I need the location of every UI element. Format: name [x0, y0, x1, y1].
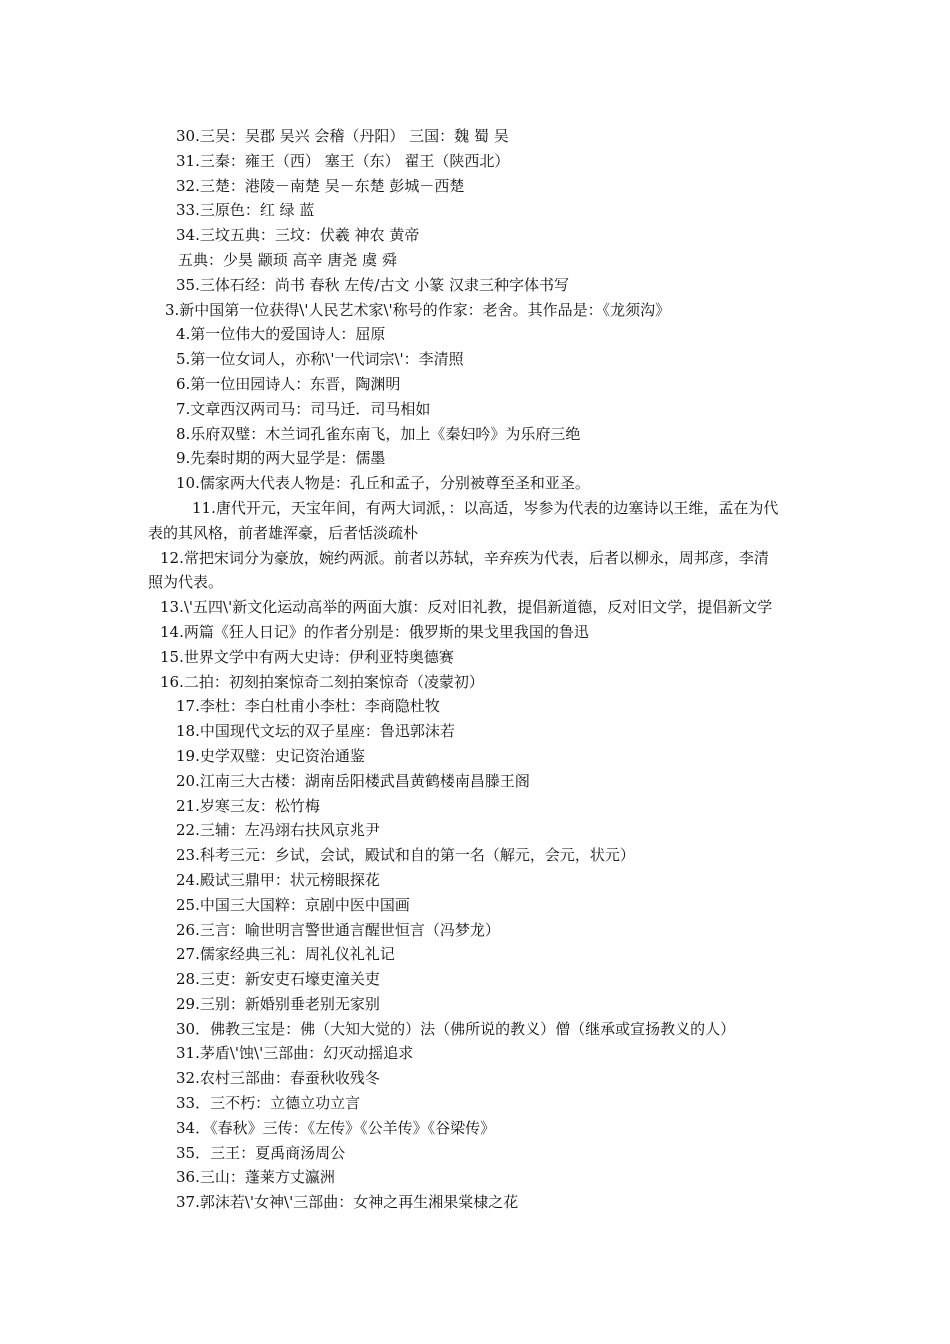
text-line: 33.三原色：红 绿 蓝: [176, 201, 315, 220]
text-line-content: 13.\'五四\'新文化运动高举的两面大旗：反对旧礼教，提倡新道德，反对旧文学，提倡新文学: [160, 598, 773, 617]
text-line: 34.三坟五典：三坟：伏羲 神农 黄帝: [176, 226, 420, 245]
text-line: 34．《春秋》三传：《左传》《公羊传》《谷梁传》: [176, 1118, 496, 1137]
text-line: 5.第一位女词人，亦称\'一代词宗\'：李清照: [176, 350, 464, 369]
text-line: 8.乐府双璧：木兰词孔雀东南飞，加上《秦妇吟》为乐府三绝: [176, 424, 581, 443]
text-line: 35.三体石经：尚书 春秋 左传/古文 小篆 汉隶三种字体书写: [176, 275, 569, 294]
text-line: 19.史学双璧：史记资治通鉴: [176, 746, 365, 765]
text-line: 27.儒家经典三礼：周礼仪礼礼记: [176, 945, 395, 964]
text-line: [0, 496, 950, 521]
text-line: [0, 546, 950, 571]
text-line: 9.先秦时期的两大显学是：儒墨: [176, 449, 386, 468]
text-line: 29.三别：新婚别垂老别无家别: [176, 994, 380, 1013]
text-line: 25.中国三大国粹：京剧中医中国画: [176, 895, 410, 914]
text-line: 31.茅盾\'蚀\'三部曲：幻灭动摇追求: [176, 1044, 414, 1063]
text-line: 照为代表。: [148, 573, 224, 592]
text-line: 32.农村三部曲：春蚕秋收残冬: [176, 1069, 380, 1088]
text-line: 15.世界文学中有两大史诗：伊利亚特奥德赛: [160, 647, 454, 666]
text-line: 17.李杜：李白杜甫小李杜：李商隐杜牧: [176, 697, 440, 716]
text-line: 6.第一位田园诗人：东晋，陶渊明: [176, 374, 401, 393]
text-line: 3.新中国第一位获得\'人民艺术家\'称号的作家：老舍。其作品是：《龙须沟》: [165, 300, 671, 319]
text-line: 4.第一位伟大的爱国诗人：屈原: [176, 325, 386, 344]
text-line: 7.文章西汉两司马：司马迁．司马相如: [176, 399, 431, 418]
text-line: 表的其风格，前者雄浑豪，后者恬淡疏朴: [148, 523, 419, 542]
text-line: 30.三吴：吴郡 吴兴 会稽（丹阳） 三国：魏 蜀 吴: [176, 127, 509, 145]
text-line: 33．三不朽：立德立功立言: [176, 1094, 361, 1113]
text-line: 14.两篇《狂人日记》的作者分别是：俄罗斯的果戈里我国的鲁迅: [160, 622, 589, 641]
text-line: 五典：少昊 颛顼 高辛 唐尧 虞 舜: [178, 250, 397, 269]
text-line: 24.殿试三鼎甲：状元榜眼探花: [176, 870, 380, 889]
text-line-content: 12.常把宋词分为豪放，婉约两派。前者以苏轼，辛弃疾为代表，后者以柳永，周邦彦，李清: [160, 548, 769, 567]
text-line: 37.郭沫若\'女神\'三部曲：女神之再生湘果棠棣之花: [176, 1193, 519, 1212]
text-line: 36.三山：蓬莱方丈瀛洲: [176, 1168, 335, 1187]
text-line: 35．三王：夏禹商汤周公: [176, 1143, 346, 1162]
text-line: 31.三秦：雍王（西） 塞王（东） 翟王（陕西北）: [176, 151, 510, 170]
text-line-content: 11.唐代开元，天宝年间，有两大词派，：以高适，岑参为代表的边塞诗以王维，孟在为代: [192, 498, 779, 517]
text-line: 10.儒家两大代表人物是：孔丘和孟子，分别被尊至圣和亚圣。: [176, 474, 590, 493]
text-line: 23.科考三元：乡试，会试，殿试和自的第一名（解元，会元，状元）: [176, 846, 635, 865]
text-line: 22.三辅：左冯翊右扶风京兆尹: [176, 821, 380, 840]
text-line: 18.中国现代文坛的双子星座：鲁迅郭沫若: [176, 722, 455, 741]
text-line: 28.三吏：新安吏石壕吏潼关吏: [176, 970, 380, 989]
text-line: 20.江南三大古楼：湖南岳阳楼武昌黄鹤楼南昌滕王阁: [176, 771, 530, 790]
text-line: 30．佛教三宝是：佛（大知大觉的）法（佛所说的教义）僧（继承或宣扬教义的人）: [176, 1019, 736, 1038]
text-line: 16.二拍：初刻拍案惊奇二刻拍案惊奇（凌蒙初）: [160, 672, 484, 691]
text-line: [0, 595, 950, 620]
text-line: 26.三言：喻世明言警世通言醒世恒言（冯梦龙）: [176, 920, 500, 939]
text-body: [0, 124, 950, 1215]
text-line: 21.岁寒三友：松竹梅: [176, 796, 320, 815]
text-line: 32.三楚：港陵－南楚 吴－东楚 彭城－西楚: [176, 176, 465, 195]
